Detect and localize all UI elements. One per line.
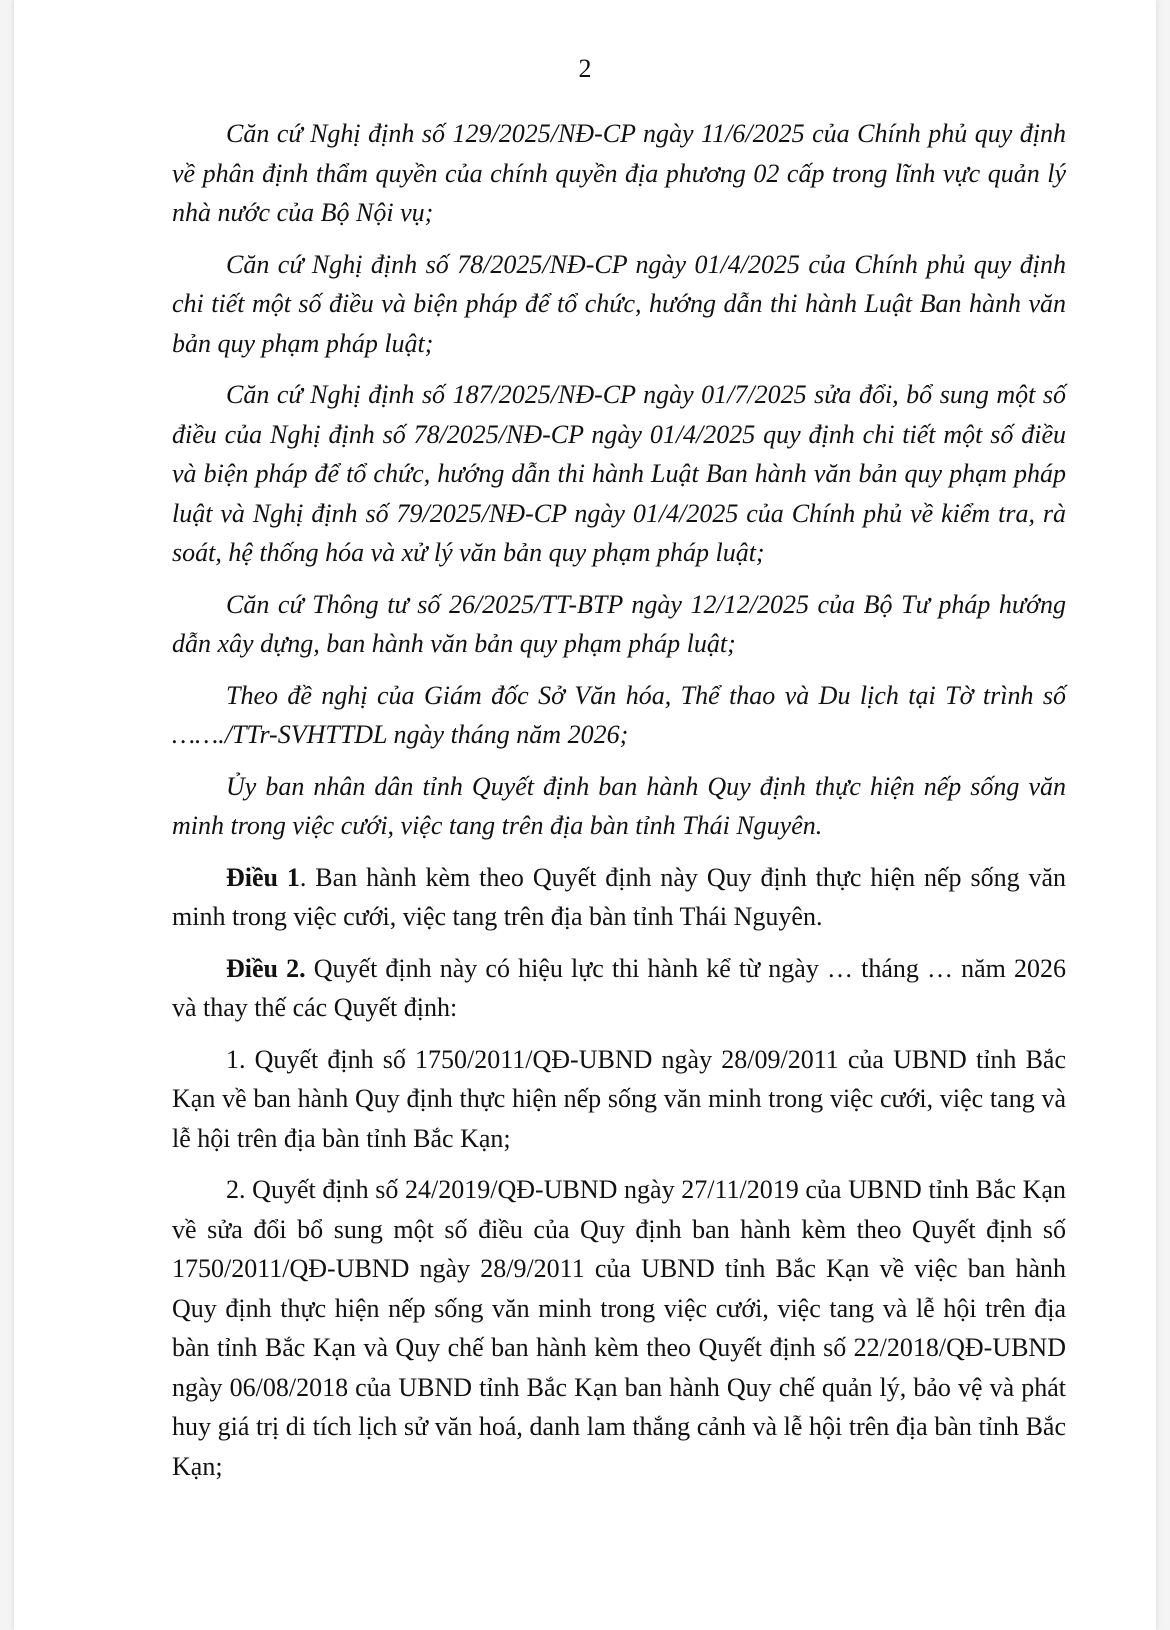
document-page <box>14 0 1156 1630</box>
article-1-label: Điều 1 <box>226 862 300 892</box>
legal-basis-paragraph: Căn cứ Nghị định số 187/2025/NĐ-CP ngày 01/7/2025 sửa đổi, bổ sung một số điều của Nghị định số 78/2025/NĐ-CP ngày 01/4/2025 quy định chi tiết một số điều và biện pháp để tổ chức, hướng dẫn thi hành Luật Ban hành văn bản quy phạm pháp luật và Nghị định số 79/2025/NĐ-CP ngày 01/4/2025 của Chính phủ về kiểm tra, rà soát, hệ thống hóa và xử lý văn bản quy phạm pháp luật; <box>172 380 1066 567</box>
article-1 <box>172 858 1066 937</box>
document-body <box>172 114 1066 1498</box>
decision-statement: Ủy ban nhân dân tỉnh Quyết định ban hành Quy định thực hiện nếp sống văn minh trong việc cưới, việc tang trên địa bàn tỉnh Thái Nguyên. <box>172 771 1066 840</box>
article-2-label: Điều 2. <box>226 953 306 983</box>
page-number: 2 <box>578 54 592 83</box>
replaced-decision-item: 2. Quyết định số 24/2019/QĐ-UBND ngày 27/11/2019 của UBND tỉnh Bắc Kạn về sửa đổi bổ sung một số điều của Quy định ban hành kèm theo Quyết định số 1750/2011/QĐ-UBND ngày 28/9/2011 của UBND tỉnh Bắc Kạn về việc ban hành Quy định thực hiện nếp sống văn minh trong việc cưới, việc tang và lễ hội trên địa bàn tỉnh Bắc Kạn và Quy chế ban hành kèm theo Quyết định số 22/2018/QĐ-UBND ngày 06/08/2018 của UBND tỉnh Bắc Kạn ban hành Quy chế quản lý, bảo vệ và phát huy giá trị di tích lịch sử văn hoá, danh lam thắng cảnh và lễ hội trên địa bàn tỉnh Bắc Kạn; <box>172 1175 1066 1481</box>
article-2 <box>172 949 1066 1028</box>
legal-basis-paragraph: Căn cứ Thông tư số 26/2025/TT-BTP ngày 12/12/2025 của Bộ Tư pháp hướng dẫn xây dựng, ban hành văn bản quy phạm pháp luật; <box>172 589 1066 658</box>
legal-basis-paragraph: Căn cứ Nghị định số 129/2025/NĐ-CP ngày 11/6/2025 của Chính phủ quy định về phân định thẩm quyền của chính quyền địa phương 02 cấp trong lĩnh vực quản lý nhà nước của Bộ Nội vụ; <box>172 119 1066 227</box>
replaced-decision-item: 1. Quyết định số 1750/2011/QĐ-UBND ngày 28/09/2011 của UBND tỉnh Bắc Kạn về ban hành Quy định thực hiện nếp sống văn minh trong việc cưới, việc tang và lễ hội trên địa bàn tỉnh Bắc Kạn; <box>172 1044 1066 1153</box>
proposal-paragraph: Theo đề nghị của Giám đốc Sở Văn hóa, Thể thao và Du lịch tại Tờ trình số ……./TTr-SVHTTDL ngày tháng năm 2026; <box>172 680 1066 749</box>
legal-basis-paragraph: Căn cứ Nghị định số 78/2025/NĐ-CP ngày 01/4/2025 của Chính phủ quy định chi tiết một số điều và biện pháp để tổ chức, hướng dẫn thi hành Luật Ban hành văn bản quy phạm pháp luật; <box>172 249 1066 358</box>
article-1-text: . Ban hành kèm theo Quyết định này Quy định thực hiện nếp sống văn minh trong việc cưới, việc tang trên địa bàn tỉnh Thái Nguyên. <box>172 862 1067 931</box>
article-2-text: Quyết định này có hiệu lực thi hành kể từ ngày … tháng … năm 2026 và thay thế các Quyết định: <box>172 953 1066 1022</box>
